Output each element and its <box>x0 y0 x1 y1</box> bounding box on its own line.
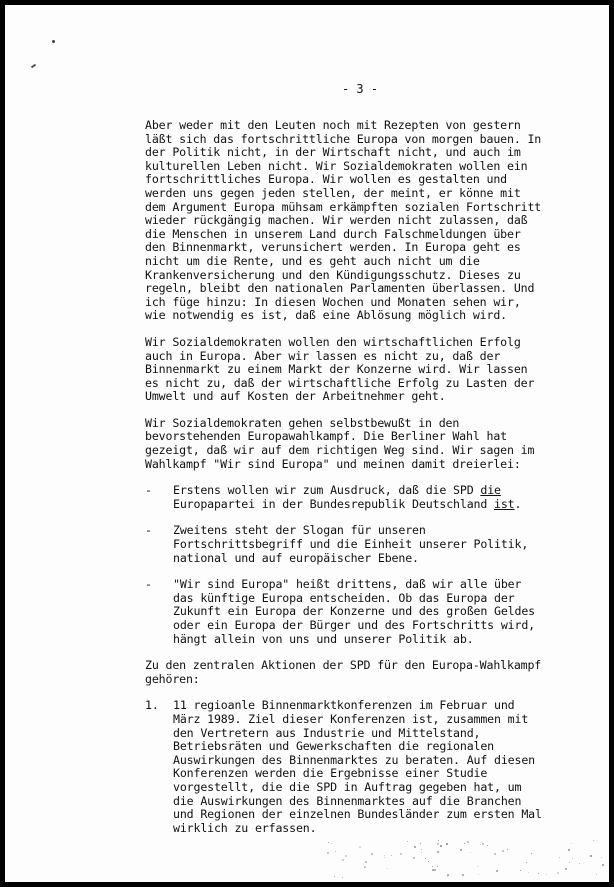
scan-noise <box>507 849 508 850</box>
text-line: die Auswirkungen des Binnenmarktes auf die Branchen <box>173 793 522 808</box>
document-body <box>145 119 577 835</box>
bullet-item <box>145 484 577 511</box>
scan-noise <box>559 857 560 858</box>
scan-noise <box>407 841 408 842</box>
scan-noise <box>345 855 347 857</box>
paragraph <box>145 659 577 686</box>
scan-noise <box>384 857 385 858</box>
scan-noise <box>359 846 361 848</box>
scan-noise <box>546 874 547 875</box>
text-line: Aber weder mit den Leuten noch mit Rezepten von gestern <box>145 118 521 132</box>
text-line: regeln, bleibt den nationalen Parlamenten überlassen. Und <box>145 281 535 296</box>
scan-noise <box>590 855 592 857</box>
scan-noise <box>434 869 436 871</box>
text-line: das künftige Europa entscheiden. Ob das Europa der <box>173 590 515 605</box>
bullet-marker: - <box>145 483 152 498</box>
scan-noise <box>342 859 344 861</box>
bullet-marker: - <box>145 523 152 538</box>
text-line: wirklich zu erfassen. <box>173 820 317 835</box>
text-line: Fortschrittsbegriff und die Einheit unserer Politik, <box>173 537 529 552</box>
page-number: - 3 - <box>341 82 379 96</box>
scan-noise <box>477 866 478 867</box>
scan-noise <box>371 853 373 855</box>
scan-noise <box>327 852 329 854</box>
scan-noise <box>470 852 471 853</box>
scan-noise <box>487 845 488 846</box>
numbered-item <box>145 699 577 835</box>
scan-noise <box>428 861 429 862</box>
bullet-item <box>145 524 577 565</box>
scan-noise <box>462 874 464 876</box>
text-line: Wahlkampf "Wir sind Europa" und meinen damit dreierlei: <box>145 456 521 471</box>
scan-noise <box>440 845 442 847</box>
text-line: Konferenzen werden die Ergebnisse einer Studie <box>173 766 488 781</box>
text-line: es nicht zu, daß der wirtschaftliche Erfolg zu Lasten der <box>145 375 535 390</box>
paragraph <box>145 336 577 404</box>
scan-noise <box>526 862 527 863</box>
scan-noise <box>421 849 422 850</box>
scan-noise <box>520 870 521 871</box>
scan-noise <box>421 852 422 853</box>
scan-noise <box>438 840 439 841</box>
text-line: Auswirkungen des Binnenmarktes zu beraten. Auf diesen <box>173 752 535 767</box>
text-line: Zukunft ein Europa der Konzerne und des großen Geldes <box>173 604 535 619</box>
scan-noise <box>596 874 597 875</box>
scan-noise <box>494 853 496 855</box>
item-number: 1. <box>145 698 159 713</box>
scan-noise <box>437 843 439 845</box>
emphasis: die <box>480 483 501 498</box>
text-line: Wir Sozialdemokraten gehen selbstbewußt in den <box>145 415 460 430</box>
text-line: den Vertretern aus Industrie und Mittelstand, <box>173 725 481 740</box>
scan-noise <box>331 843 332 844</box>
scan-noise <box>446 843 448 845</box>
text-line: hängt allein von uns und unserer Politik ab. <box>173 631 474 646</box>
text-line: Binnenmarkt zu einem Markt der Konzerne wird. Wir lassen <box>145 362 528 377</box>
scan-noise <box>571 843 572 844</box>
scan-noise <box>414 846 416 848</box>
scan-noise <box>420 843 421 844</box>
scan-noise <box>528 872 529 873</box>
text-line: den Binnenmarkt, verunsichert werden. In Europa geht es <box>145 240 521 255</box>
scan-noise <box>579 863 580 864</box>
scan-noise <box>502 850 504 852</box>
bullet-item <box>145 578 577 646</box>
text-line: 11 regioanle Binnenmarktkonferenzen im Februar und <box>173 698 515 713</box>
text-line: Betriebsräten und Gewerkschaften die regionalen <box>173 739 495 754</box>
text-line: wieder rückgängig machen. Wir werden nicht zulassen, daß <box>145 213 528 228</box>
text-line: Krankenversicherung und den Kündigungsschutz. Dieses zu <box>145 267 521 282</box>
scan-noise <box>364 866 366 868</box>
text-line: ich füge hinzu: In diesen Wochen und Monaten sehen wir, <box>145 294 521 309</box>
scan-noise <box>482 843 484 845</box>
text-line: gezeigt, daß wir auf dem richtigen Weg sind. Wir sagen im <box>145 443 535 458</box>
scan-noise <box>538 873 539 874</box>
scan-noise <box>387 868 388 869</box>
text-line: werden uns gegen jeden stellen, der meint, er könne mit <box>145 185 521 200</box>
scan-noise <box>496 870 498 872</box>
text-line: national und auf europäischer Ebene. <box>173 550 419 565</box>
text-line: Erstens wollen wir zum Ausdruck, daß die SPD die <box>173 483 501 498</box>
text-line: auch in Europa. Aber wir lassen es nicht zu, daß der <box>145 348 501 363</box>
scan-noise <box>464 843 465 844</box>
text-line: Umwelt und auf Kosten der Arbeitnehmer geht. <box>145 389 446 404</box>
bullet-marker: - <box>145 577 152 592</box>
scan-noise <box>460 849 462 851</box>
scan-noise <box>342 877 343 878</box>
scan-noise <box>391 855 392 856</box>
text-line: vorgestellt, die die SPD in Auftrag gegeben hat, um <box>173 779 522 794</box>
text-line: bevorstehenden Europawahlkampf. Die Berliner Wahl hat <box>145 429 507 444</box>
scan-noise <box>432 866 433 867</box>
scan-noise <box>568 849 570 851</box>
scan-noise <box>425 858 426 859</box>
text-line: wie notwendig es ist, daß eine Ablösung möglich wird. <box>145 308 507 323</box>
scan-noise <box>365 861 367 863</box>
text-line: nicht um die Rente, und es geht auch nicht um die <box>145 253 480 268</box>
scan-noise <box>447 874 449 876</box>
text-line: und Regionen der einzelnen Bundesländer zum ersten Mal <box>173 807 542 822</box>
scan-noise <box>478 874 479 875</box>
scan-noise <box>384 855 385 856</box>
text-line: dem Argument Europa mühsam erkämpften sozialen Fortschritt <box>145 199 542 214</box>
text-line: gehören: <box>145 671 200 686</box>
paragraph <box>145 119 577 323</box>
scan-noise <box>601 857 602 858</box>
scan-noise <box>328 842 329 843</box>
text-line: Zu den zentralen Aktionen der SPD für den Europa-Wahlkampf <box>145 658 542 673</box>
text-line: Europapartei in der Bundesrepublik Deutschland ist. <box>173 496 522 511</box>
scan-noise <box>437 866 438 867</box>
scan-noise <box>467 841 469 843</box>
text-line: fortschrittliches Europa. Wir wollen es gestalten und <box>145 172 507 187</box>
scan-noise <box>572 858 573 859</box>
text-line: Wir Sozialdemokraten wollen den wirtschaftlichen Erfolg <box>145 334 521 349</box>
text-line: kulturellen Leben nicht. Wir Sozialdemokraten wollen ein <box>145 158 528 173</box>
paragraph <box>145 417 577 471</box>
scan-noise <box>480 844 481 845</box>
scan-noise <box>437 851 439 853</box>
scan-noise <box>335 851 336 852</box>
text-line: die Menschen in unserem Land durch Falschmeldungen über <box>145 226 521 241</box>
text-line: "Wir sind Europa" heißt drittens, daß wir alle über <box>173 577 522 592</box>
text-line: Zweitens steht der Slogan für unseren <box>173 523 426 538</box>
scan-noise <box>602 864 604 866</box>
text-line: der Politik nicht, in der Wirtschaft nicht, und auch im <box>145 145 521 160</box>
emphasis: ist <box>494 496 515 511</box>
scan-noise <box>400 853 402 855</box>
text-line: läßt sich das fortschrittliche Europa von morgen bauen. In <box>145 131 542 146</box>
scan-noise <box>565 868 567 870</box>
scan-noise <box>531 853 532 854</box>
text-line: oder ein Europa der Bürger und des Fortschritts wird, <box>173 618 535 632</box>
scan-noise <box>432 869 434 871</box>
text-line: März 1989. Ziel dieser Konferenzen ist, zusammen mit <box>173 711 529 726</box>
scan-noise <box>569 862 570 863</box>
scan-noise <box>593 840 594 841</box>
scan-noise <box>447 876 448 877</box>
scan-noise <box>334 876 335 877</box>
scan-noise <box>557 872 559 874</box>
scan-noise <box>413 857 415 859</box>
scan-mark <box>52 40 55 43</box>
